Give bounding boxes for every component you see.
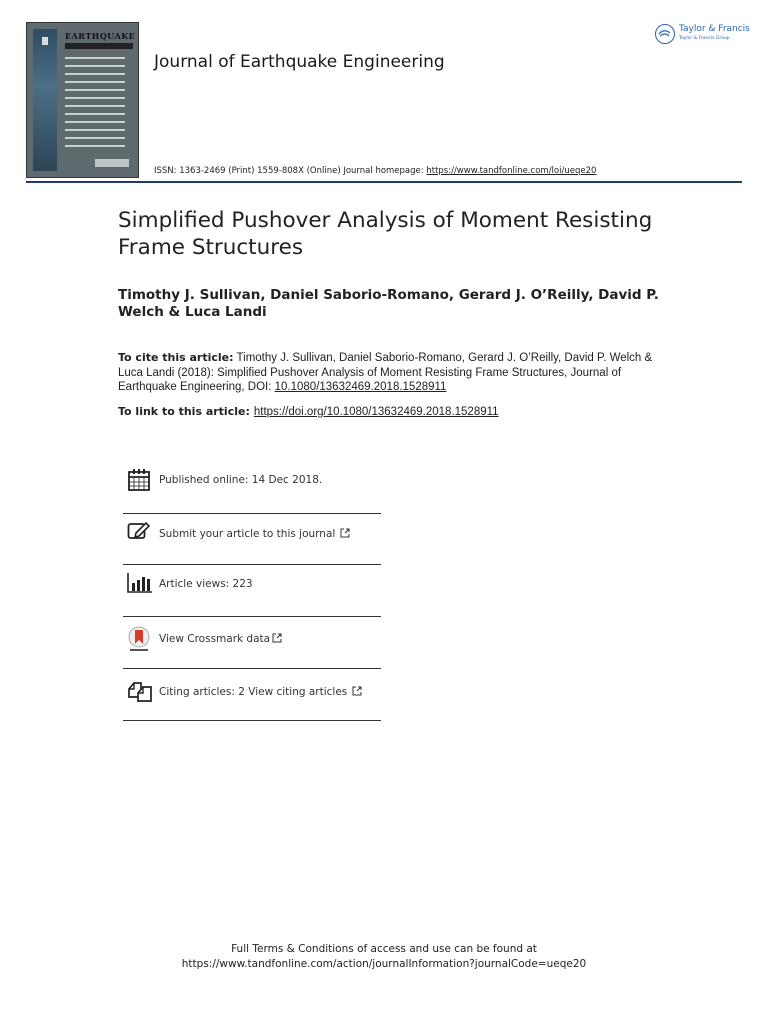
calendar-icon (127, 468, 153, 494)
published-online-row (123, 463, 381, 514)
link-label: To link to this article: (118, 405, 250, 418)
article-link-block (118, 405, 658, 418)
footer-terms-link[interactable]: https://www.tandfonline.com/action/journalInformation?journalCode=ueqe20 (181, 958, 587, 970)
cite-doi-link[interactable]: 10.1080/13632469.2018.1528911 (274, 381, 447, 393)
cite-label: To cite this article: (118, 351, 234, 364)
bar-chart-icon (127, 572, 153, 598)
crossmark-row[interactable] (123, 618, 381, 669)
cite-text: Timothy J. Sullivan, Daniel Saborio-Romano, Gerard J. O’Reilly, David P. Welch & Luca Landi (2018): Simplified Pushover Analysis of Moment Resisting Frame Structures, Journal of Earthquake Engineering, DOI: (118, 352, 653, 393)
article-views-row (123, 566, 381, 617)
publisher-name: Taylor & Francis (679, 24, 750, 34)
external-link-icon (352, 686, 362, 696)
issn-line (154, 166, 596, 176)
issn-text: ISSN: 1363-2469 (Print) 1559-808X (Online) Journal homepage: (154, 166, 427, 176)
published-online-text: Published online: 14 Dec 2018. (159, 474, 323, 486)
article-views-text: Article views: 223 (159, 578, 253, 590)
taylor-francis-logo-icon (655, 24, 675, 44)
submit-article-row[interactable] (123, 514, 381, 565)
article-title: Simplified Pushover Analysis of Moment Resisting Frame Structures (118, 208, 653, 260)
submit-article-text: Submit your article to this journal (159, 528, 336, 540)
journal-name: Journal of Earthquake Engineering (154, 52, 445, 72)
submit-article-link[interactable] (159, 528, 350, 540)
citing-articles-row[interactable] (123, 670, 381, 721)
journal-homepage-link[interactable]: https://www.tandfonline.com/loi/ueqe20 (426, 166, 597, 176)
citation-block (118, 351, 658, 395)
article-doi-link[interactable]: https://doi.org/10.1080/13632469.2018.1528911 (253, 406, 499, 418)
citing-articles-link[interactable] (159, 686, 362, 698)
citing-articles-icon (127, 679, 153, 705)
journal-cover-image (26, 22, 139, 178)
external-link-icon (340, 528, 350, 538)
edit-icon (127, 520, 153, 546)
article-authors: Timothy J. Sullivan, Daniel Saborio-Romano, Gerard J. O’Reilly, David P. Welch & Luca Landi (118, 287, 659, 320)
footer-terms-text: Full Terms & Conditions of access and use can be found at (231, 943, 537, 955)
crossmark-text: View Crossmark data (159, 633, 271, 645)
publisher-group: Taylor & Francis Group (679, 36, 730, 41)
crossmark-icon (127, 626, 153, 652)
crossmark-link[interactable] (159, 633, 282, 645)
external-link-icon (272, 633, 282, 643)
citing-articles-text: Citing articles: 2 View citing articles (159, 686, 348, 698)
header-divider (26, 181, 742, 183)
cover-title: EARTHQUAKE (65, 31, 136, 41)
